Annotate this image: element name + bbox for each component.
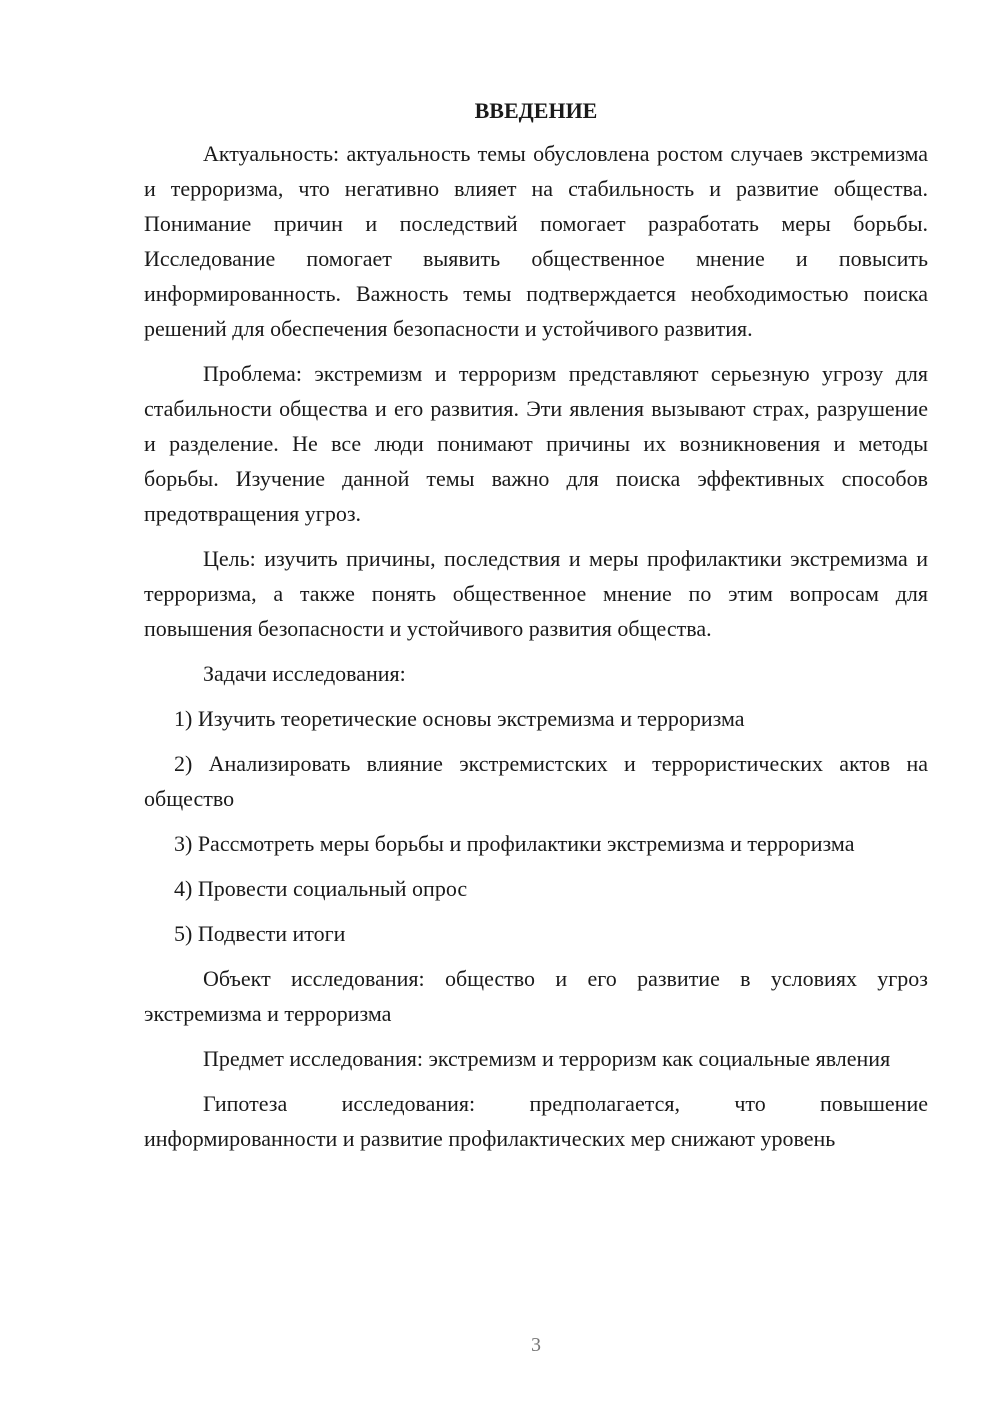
task-item-4: 4) Провести социальный опрос: [174, 876, 468, 901]
task-item-5: 5) Подвести итоги: [174, 921, 346, 946]
goal-paragraph: Цель: изучить причины, последствия и меры профилактики экстремизма и терроризма, а также понять общественное мнение по этим вопросам для повышения безопасности и устойчивого развития общества.: [144, 546, 928, 641]
page-number: 3: [531, 1334, 541, 1356]
task-item-2: 2) Анализировать влияние экстремистских и террористических актов на общество: [144, 751, 928, 811]
hypothesis-paragraph: Гипотеза исследования: предполагается, что повышение информированности и развитие профилактических мер снижают уровень: [144, 1091, 928, 1151]
subject-paragraph: Предмет исследования: экстремизм и терроризм как социальные явления: [203, 1046, 891, 1071]
task-item-1: 1) Изучить теоретические основы экстремизма и терроризма: [174, 706, 745, 731]
task-item-3: 3) Рассмотреть меры борьбы и профилактики экстремизма и терроризма: [174, 831, 855, 856]
section-title: ВВЕДЕНИЕ: [474, 98, 598, 123]
problem-paragraph: Проблема: экстремизм и терроризм представляют серьезную угрозу для стабильности общества и его развития. Эти явления вызывают страх, разрушение и разделение. Не все люди понимают причины их возникновения и методы борьбы. Изучение данной темы важно для поиска эффективных способов предотвращения угроз.: [144, 361, 928, 526]
object-paragraph: Объект исследования: общество и его развитие в условиях угроз экстремизма и терроризма: [144, 966, 928, 1026]
tasks-heading: Задачи исследования:: [203, 661, 406, 686]
document-page: [144, 96, 928, 1166]
relevance-paragraph: Актуальность: актуальность темы обусловлена ростом случаев экстремизма и терроризма, что негативно влияет на стабильность и развитие общества. Понимание причин и последствий помогает разработать меры борьбы. Исследование помогает выявить общественное мнение и повысить информированность. Важность темы подтверждается необходимостью поиска решений для обеспечения безопасности и устойчивого развития.: [144, 141, 928, 341]
